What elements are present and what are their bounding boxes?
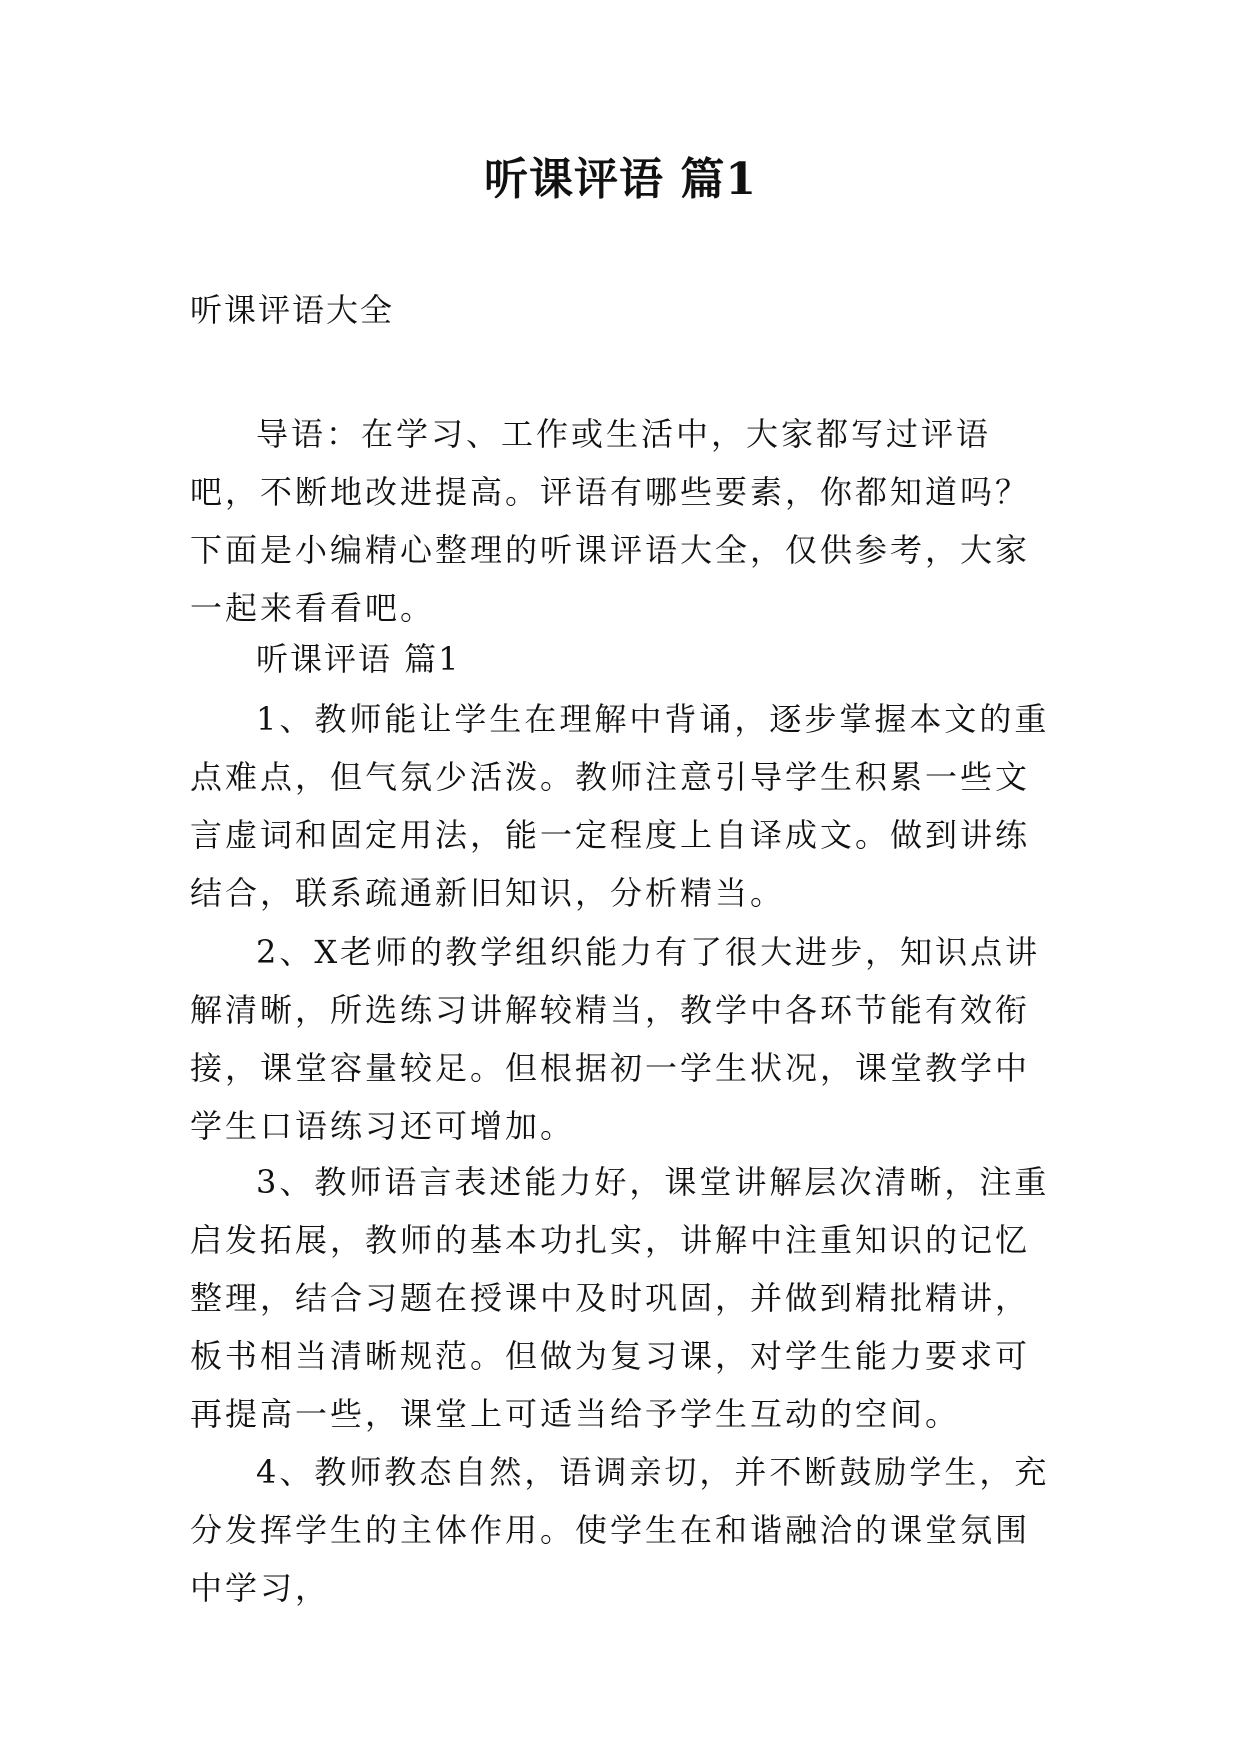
comment-item-1: 1、教师能让学生在理解中背诵，逐步掌握本文的重点难点，但气氛少活泼。教师注意引导学生积累一些文言虚词和固定用法，能一定程度上自译成文。做到讲练结合，联系疏通新旧知识，分析精当。 (190, 700, 1050, 912)
comment-item-4: 4、教师教态自然，语调亲切，并不断鼓励学生，充分发挥学生的主体作用。使学生在和谐融洽的课堂氛围中学习， (190, 1453, 1050, 1607)
section-heading: 听课评语 篇1 (256, 640, 461, 678)
document-title: 听课评语 篇1 (484, 154, 757, 205)
comment-item-2: 2、X老师的教学组织能力有了很大进步，知识点讲解清晰，所选练习讲解较精当，教学中各环节能有效衔接，课堂容量较足。但根据初一学生状况，课堂教学中学生口语练习还可增加。 (190, 933, 1041, 1145)
intro-paragraph: 导语：在学习、工作或生活中，大家都写过评语吧，不断地改进提高。评语有哪些要素，你都知道吗？下面是小编精心整理的听课评语大全，仅供参考，大家一起来看看吧。 (190, 415, 1031, 627)
comment-item-3: 3、教师语言表述能力好，课堂讲解层次清晰，注重启发拓展，教师的基本功扎实，讲解中注重知识的记忆整理，结合习题在授课中及时巩固，并做到精批精讲，板书相当清晰规范。但做为复习课，对学生能力要求可再提高一些，课堂上可适当给予学生互动的空间。 (190, 1163, 1050, 1433)
document-subtitle: 听课评语大全 (190, 291, 395, 329)
